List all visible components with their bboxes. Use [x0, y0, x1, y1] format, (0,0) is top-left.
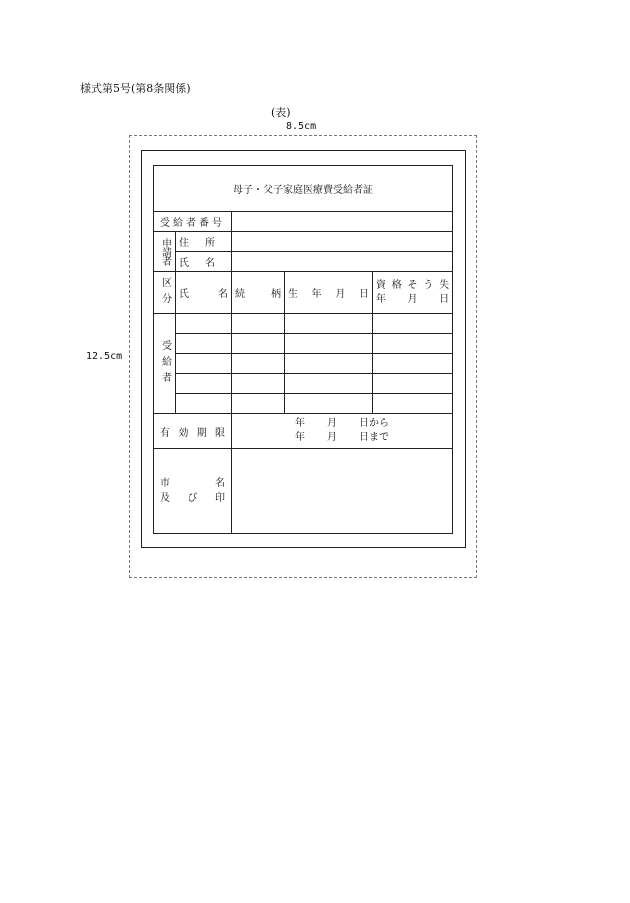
recipient-eligibility-cell — [373, 394, 453, 414]
side-label: (表) — [271, 106, 291, 119]
recipient-name-cell — [176, 314, 232, 334]
col-birthdate-char: 月 — [335, 289, 346, 300]
category-label-cell — [154, 272, 176, 314]
recipient-birthdate-cell — [285, 314, 373, 334]
address-label-char: 所 — [205, 238, 215, 249]
validity-to-year: 年 — [295, 432, 306, 443]
city-seal-char: び — [187, 493, 198, 504]
city-seal-char: 印 — [215, 493, 225, 504]
applicant-label: 申請者 — [159, 238, 171, 265]
validity-label-char: 有 — [160, 427, 170, 439]
col-birthdate-char: 日 — [358, 289, 369, 300]
col-eligibility-header — [373, 272, 453, 314]
recipient-name-cell — [176, 334, 232, 354]
city-seal-char: 名 — [215, 478, 225, 489]
recipient-number-label: 受給者番号 — [160, 218, 225, 229]
recipient-eligibility-cell — [373, 334, 453, 354]
col-relationship-char: 続 — [235, 289, 245, 300]
col-name-header — [176, 272, 232, 314]
width-dimension-label: 8.5cm — [286, 121, 317, 132]
recipient-relationship-cell — [232, 374, 285, 394]
validity-label-cell — [154, 414, 232, 449]
city-seal-field — [232, 449, 453, 534]
recipient-row — [154, 354, 453, 374]
col-eligibility-char: 年 — [376, 293, 386, 305]
city-seal-label-cell — [154, 449, 232, 534]
validity-from-line — [232, 417, 452, 431]
validity-to-day: 日まで — [359, 432, 390, 443]
col-eligibility-char: 失 — [439, 279, 450, 291]
name-label-char: 氏 — [179, 258, 189, 269]
col-relationship-header — [232, 272, 285, 314]
recipients-label-cell — [154, 314, 176, 414]
recipient-number-field — [232, 212, 453, 232]
validity-period-cell — [232, 414, 453, 449]
name-label-char: 名 — [205, 258, 215, 269]
validity-from-year: 年 — [295, 418, 306, 429]
certificate-card — [153, 165, 453, 534]
col-eligibility-char: う — [423, 279, 434, 291]
applicant-label-cell — [154, 232, 176, 272]
recipient-eligibility-cell — [373, 374, 453, 394]
recipient-name-cell — [176, 354, 232, 374]
col-birthdate-char: 生 — [288, 289, 298, 300]
col-eligibility-char: 日 — [439, 293, 450, 305]
recipient-row — [154, 334, 453, 354]
address-label-char: 住 — [179, 238, 189, 249]
validity-label-char: 効 — [178, 427, 189, 439]
recipient-relationship-cell — [232, 354, 285, 374]
col-eligibility-char: 資 — [376, 279, 386, 291]
city-seal-line1 — [154, 476, 231, 491]
col-relationship-char: 柄 — [271, 289, 281, 300]
recipient-relationship-cell — [232, 314, 285, 334]
recipient-relationship-cell — [232, 334, 285, 354]
validity-label-char: 限 — [214, 427, 225, 439]
category-label: 区分 — [159, 276, 171, 309]
recipient-relationship-cell — [232, 394, 285, 414]
recipient-birthdate-cell — [285, 374, 373, 394]
recipient-birthdate-cell — [285, 394, 373, 414]
city-seal-char: 及 — [160, 493, 170, 504]
recipient-name-cell — [176, 374, 232, 394]
col-birthdate-char: 年 — [311, 289, 322, 300]
form-number-heading: 様式第5号(第8条関係) — [80, 82, 191, 95]
recipient-birthdate-cell — [285, 334, 373, 354]
col-eligibility-char: 格 — [391, 279, 402, 291]
validity-to-month: 月 — [327, 432, 338, 443]
recipient-row — [154, 314, 453, 334]
validity-to-line — [232, 431, 452, 445]
card-title-cell — [154, 166, 453, 212]
applicant-name-field — [232, 252, 453, 272]
city-seal-char: 市 — [160, 478, 170, 489]
validity-from-day: 日から — [359, 418, 390, 429]
address-label-cell — [176, 232, 232, 252]
address-field — [232, 232, 453, 252]
recipient-eligibility-cell — [373, 354, 453, 374]
col-eligibility-char: そ — [407, 279, 418, 291]
card-title: 母子・父子家庭医療費受給者証 — [233, 185, 374, 196]
city-seal-line2 — [154, 491, 231, 506]
recipient-number-label-cell — [154, 212, 232, 232]
recipient-name-cell — [176, 394, 232, 414]
recipient-row — [154, 394, 453, 414]
col-eligibility-char: 月 — [407, 293, 418, 305]
name-label-cell — [176, 252, 232, 272]
validity-label-char: 期 — [196, 427, 207, 439]
col-birthdate-header — [285, 272, 373, 314]
col-name-char: 名 — [218, 289, 228, 300]
validity-from-month: 月 — [327, 418, 338, 429]
recipients-label: 受給者 — [159, 339, 171, 388]
recipient-eligibility-cell — [373, 314, 453, 334]
recipient-row — [154, 374, 453, 394]
col-name-char: 氏 — [179, 289, 189, 300]
height-dimension-label: 12.5cm — [86, 351, 123, 362]
recipient-birthdate-cell — [285, 354, 373, 374]
